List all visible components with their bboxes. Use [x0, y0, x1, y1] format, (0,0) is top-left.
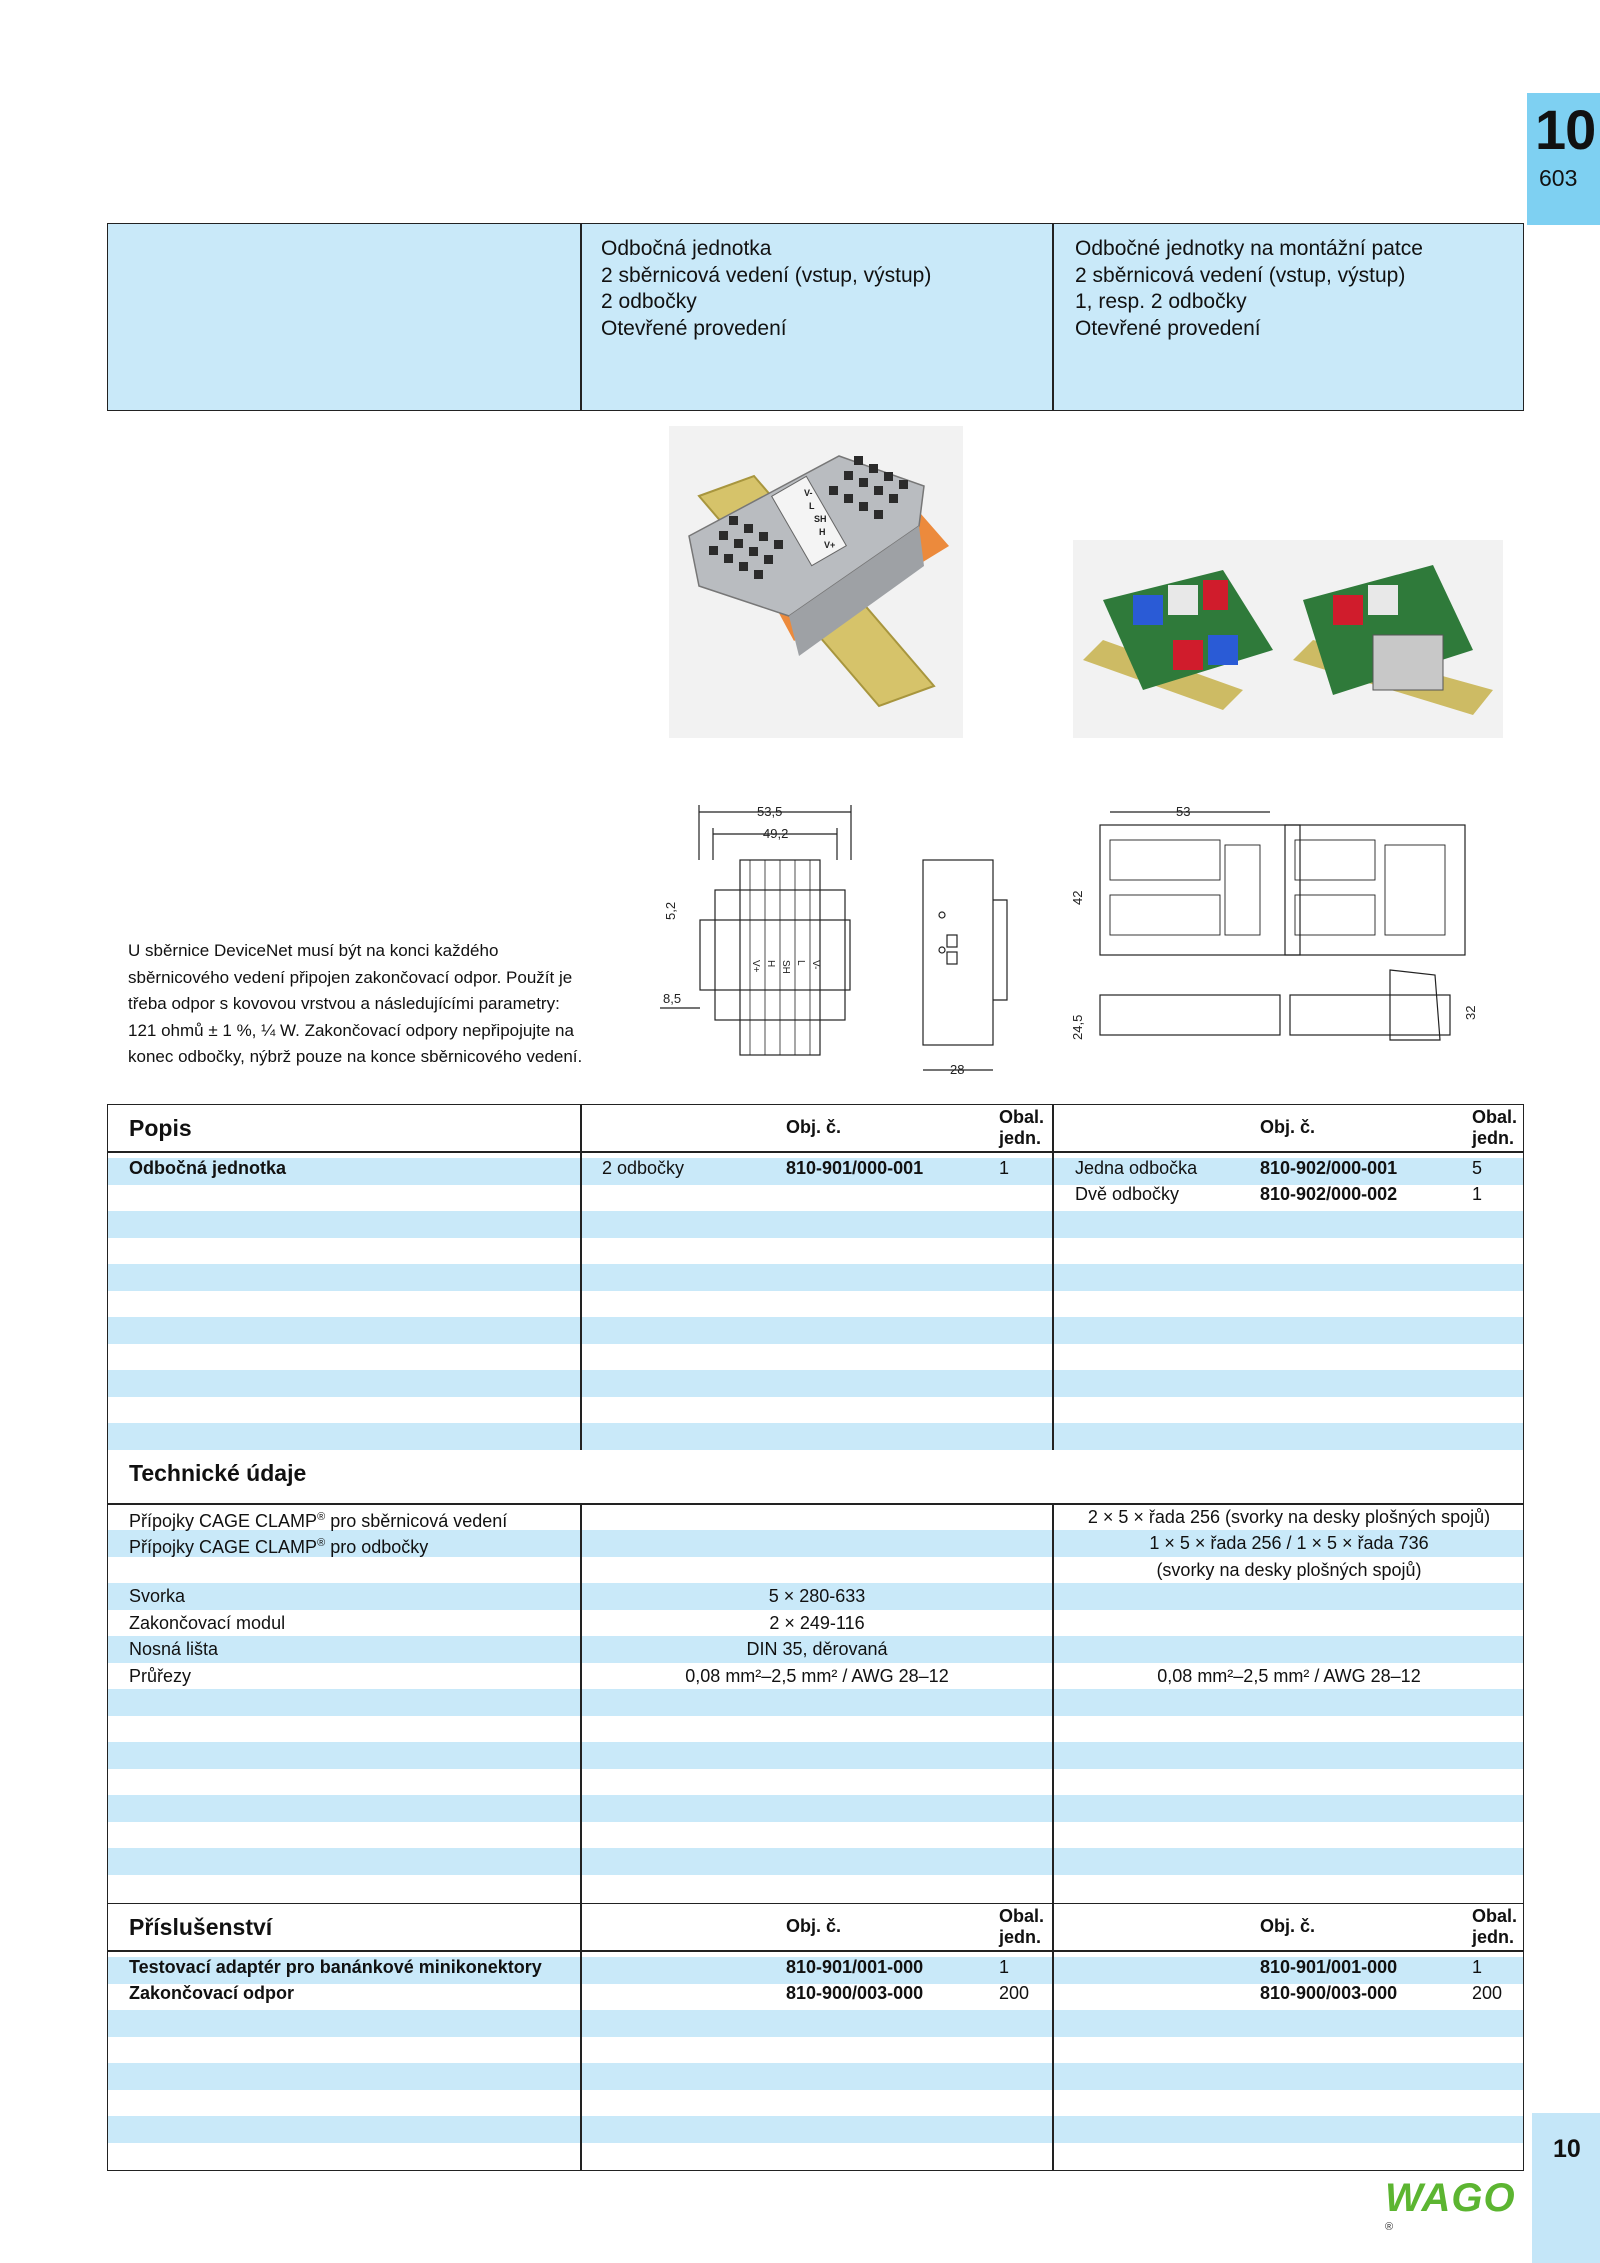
popis-obj-header-2: Obj. č.: [1260, 1117, 1316, 1137]
svg-text:V-: V-: [804, 488, 813, 498]
tech-col2-value: 2 × 249-116: [769, 1613, 865, 1633]
popis-right-obj: 810-902/000-001: [1260, 1158, 1398, 1178]
accessory-obal: 200: [999, 1983, 1030, 2003]
svg-text:V+: V+: [824, 540, 836, 550]
svg-text:SH: SH: [814, 514, 827, 524]
accessory-obj: 810-901/001-000: [786, 1957, 924, 1977]
tech-label: Nosná lišta: [129, 1639, 219, 1659]
accessory-obal-2: 1: [1472, 1957, 1483, 1977]
popis-row-obj: 810-901/000-001: [786, 1158, 924, 1178]
svg-text:5,2: 5,2: [663, 901, 678, 920]
tech-col3-value: 2 × 5 × řada 256 (svorky na desky plošných spojů): [1087, 1507, 1491, 1527]
accessory-obj: 810-900/003-000: [786, 1983, 924, 2003]
accessories-obal-header-2: Obal. jedn.: [1472, 1906, 1518, 1947]
svg-text:L: L: [795, 960, 806, 966]
header-col-2: Odbočná jednotka 2 sběrnicová vedení (vstup, výstup) 2 odbočky Otevřené provedení: [601, 237, 932, 340]
popis-obal-header: Obal. jedn.: [999, 1107, 1045, 1148]
svg-text:SH: SH: [780, 960, 791, 974]
accessories-obal-header: Obal. jedn.: [999, 1906, 1045, 1947]
tech-col2-value: 0,08 mm²–2,5 mm² / AWG 28–12: [685, 1666, 949, 1686]
svg-text:24,5: 24,5: [1070, 1014, 1085, 1040]
svg-text:32: 32: [1463, 1005, 1478, 1020]
tech-data-table: [107, 1450, 1524, 1905]
accessories-title: Příslušenství: [129, 1914, 273, 1940]
chapter-tab: [1527, 93, 1600, 225]
accessory-obj-2: 810-901/001-000: [1260, 1957, 1398, 1977]
tech-col2-value: 5 × 280-633: [768, 1586, 866, 1606]
svg-text:8,5: 8,5: [663, 991, 682, 1006]
svg-text:V-: V-: [810, 960, 821, 970]
product-header: [107, 223, 1524, 411]
wago-registered-mark: ®: [1385, 2221, 1394, 2233]
svg-text:H: H: [765, 960, 776, 968]
footer-chapter-tab: [1532, 2113, 1600, 2263]
accessory-obal: 1: [999, 1957, 1010, 1977]
svg-text:49,2: 49,2: [763, 826, 789, 841]
svg-text:53: 53: [1176, 804, 1191, 819]
product-photo-mounting-units: [1073, 540, 1503, 738]
tech-title: Technické údaje: [129, 1460, 307, 1486]
svg-text:H: H: [819, 527, 826, 537]
accessories-table: [107, 1903, 1524, 2171]
popis-right-obal: 5: [1472, 1158, 1483, 1178]
accessories-obj-header-2: Obj. č.: [1260, 1916, 1316, 1936]
popis-table: [107, 1104, 1524, 1452]
tech-label: Průřezy: [129, 1666, 192, 1686]
popis-title: Popis: [129, 1115, 192, 1141]
termination-note: U sběrnice DeviceNet musí být na konci každého sběrnicového vedení připojen zakončovací odpor. Použít je třeba odpor s kovovou vrstvou a následujícími parametry: 121 ohmů ± 1 %, ¼ W. Zakončovací odpory nepřipojujte na konec odbočky, nýbrž pouze na konce sběrnicového vedení.: [128, 941, 583, 1066]
header-col-3: Odbočné jednotky na montážní patce 2 sběrnicová vedení (vstup, výstup) 1, resp. 2 odbočky Otevřené provedení: [1075, 237, 1423, 340]
popis-row-obal: 1: [999, 1158, 1010, 1178]
tech-col2-value: DIN 35, děrovaná: [746, 1639, 888, 1659]
technical-drawing-branch-unit: [655, 800, 1025, 1078]
popis-obal-header-2: Obal. jedn.: [1472, 1107, 1518, 1148]
chapter-number: 10: [1535, 98, 1596, 161]
product-photo-branch-unit: [669, 426, 963, 738]
popis-right-variant: Jedna odbočka: [1075, 1158, 1198, 1178]
tech-col3-value: (svorky na desky plošných spojů): [1156, 1560, 1422, 1580]
svg-text:53,5: 53,5: [757, 804, 783, 819]
accessory-name: Testovací adaptér pro banánkové minikonektory: [129, 1957, 542, 1977]
accessory-obj-2: 810-900/003-000: [1260, 1983, 1398, 2003]
accessory-name: Zakončovací odpor: [129, 1983, 295, 2003]
tech-label: Přípojky CAGE CLAMP® pro sběrnicová vedení: [129, 1511, 508, 1531]
wago-logo-text: WAGO: [1385, 2176, 1516, 2220]
footer-chapter-number: 10: [1553, 2135, 1581, 2163]
popis-obj-header: Obj. č.: [786, 1117, 842, 1137]
tech-label: Zakončovací modul: [129, 1613, 286, 1633]
tech-col3-value: 0,08 mm²–2,5 mm² / AWG 28–12: [1157, 1666, 1421, 1686]
popis-row-name: Odbočná jednotka: [129, 1158, 287, 1178]
wago-logo: [1385, 2176, 1525, 2233]
popis-right-obal: 1: [1472, 1184, 1483, 1204]
svg-text:28: 28: [950, 1062, 965, 1077]
svg-text:L: L: [809, 501, 815, 511]
svg-text:42: 42: [1070, 890, 1085, 905]
accessories-obj-header: Obj. č.: [786, 1916, 842, 1936]
accessory-obal-2: 200: [1472, 1983, 1503, 2003]
popis-right-obj: 810-902/000-002: [1260, 1184, 1398, 1204]
tech-col3-value: 1 × 5 × řada 256 / 1 × 5 × řada 736: [1149, 1533, 1429, 1553]
popis-right-variant: Dvě odbočky: [1075, 1184, 1180, 1204]
technical-drawing-mounting-units: [1070, 800, 1485, 1083]
tech-label: Svorka: [129, 1586, 186, 1606]
page-number: 603: [1539, 165, 1578, 191]
svg-text:V+: V+: [750, 960, 761, 973]
popis-row-variant: 2 odbočky: [602, 1158, 685, 1178]
tech-label: Přípojky CAGE CLAMP® pro odbočky: [129, 1537, 429, 1557]
